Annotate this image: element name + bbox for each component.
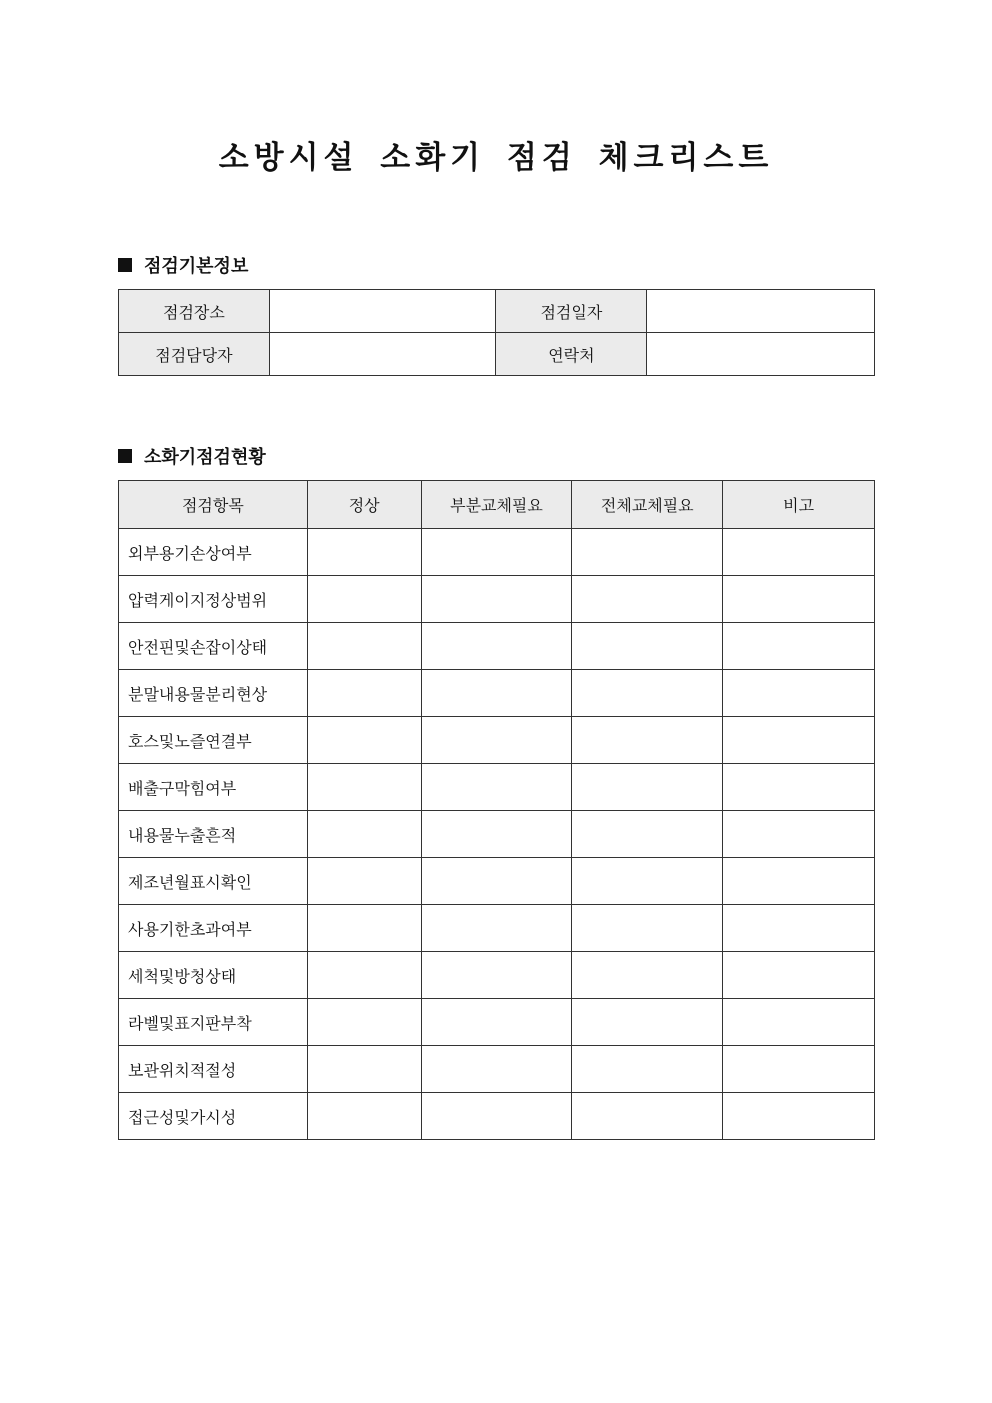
check-item-label: 제조년월표시확인 bbox=[119, 858, 308, 905]
check-item-label: 압력게이지정상범위 bbox=[119, 576, 308, 623]
normal-check-cell[interactable] bbox=[307, 717, 421, 764]
partial-replace-check-cell[interactable] bbox=[421, 905, 572, 952]
page-title: 소방시설 소화기 점검 체크리스트 bbox=[218, 140, 774, 176]
check-item-label: 보관위치적절성 bbox=[119, 1046, 308, 1093]
check-item-label: 라벨및표지판부착 bbox=[119, 999, 308, 1046]
full-replace-check-cell[interactable] bbox=[572, 1046, 723, 1093]
column-header: 비고 bbox=[723, 481, 875, 529]
partial-replace-check-cell[interactable] bbox=[421, 717, 572, 764]
check-item-label: 사용기한초과여부 bbox=[119, 905, 308, 952]
check-item-label: 내용물누출흔적 bbox=[119, 811, 308, 858]
column-header: 전체교체필요 bbox=[572, 481, 723, 529]
field-label: 점검담당자 bbox=[119, 333, 270, 376]
remarks-cell[interactable] bbox=[723, 1046, 875, 1093]
table-row bbox=[119, 1046, 875, 1093]
field-label: 연락처 bbox=[496, 333, 647, 376]
normal-check-cell[interactable] bbox=[307, 952, 421, 999]
section-heading-check-status bbox=[118, 443, 266, 469]
normal-check-cell[interactable] bbox=[307, 999, 421, 1046]
remarks-cell[interactable] bbox=[723, 764, 875, 811]
normal-check-cell[interactable] bbox=[307, 1046, 421, 1093]
table-row bbox=[119, 576, 875, 623]
inspector-field[interactable] bbox=[269, 333, 496, 376]
full-replace-check-cell[interactable] bbox=[572, 905, 723, 952]
full-replace-check-cell[interactable] bbox=[572, 999, 723, 1046]
check-item-label: 분말내용물분리현상 bbox=[119, 670, 308, 717]
normal-check-cell[interactable] bbox=[307, 764, 421, 811]
inspection-location-field[interactable] bbox=[269, 290, 496, 333]
normal-check-cell[interactable] bbox=[307, 529, 421, 576]
full-replace-check-cell[interactable] bbox=[572, 1093, 723, 1140]
table-row bbox=[119, 858, 875, 905]
check-item-label: 외부용기손상여부 bbox=[119, 529, 308, 576]
table-row bbox=[119, 290, 875, 333]
table-row bbox=[119, 764, 875, 811]
remarks-cell[interactable] bbox=[723, 999, 875, 1046]
table-row bbox=[119, 717, 875, 764]
normal-check-cell[interactable] bbox=[307, 576, 421, 623]
check-item-label: 호스및노즐연결부 bbox=[119, 717, 308, 764]
partial-replace-check-cell[interactable] bbox=[421, 952, 572, 999]
normal-check-cell[interactable] bbox=[307, 670, 421, 717]
partial-replace-check-cell[interactable] bbox=[421, 529, 572, 576]
table-row bbox=[119, 999, 875, 1046]
check-item-label: 안전핀및손잡이상태 bbox=[119, 623, 308, 670]
table-row bbox=[119, 623, 875, 670]
remarks-cell[interactable] bbox=[723, 952, 875, 999]
remarks-cell[interactable] bbox=[723, 670, 875, 717]
section-heading-label: 소화기점검현황 bbox=[144, 447, 266, 468]
partial-replace-check-cell[interactable] bbox=[421, 670, 572, 717]
table-row bbox=[119, 905, 875, 952]
column-header: 점검항목 bbox=[119, 481, 308, 529]
remarks-cell[interactable] bbox=[723, 905, 875, 952]
check-item-label: 배출구막힘여부 bbox=[119, 764, 308, 811]
inspection-date-field[interactable] bbox=[647, 290, 875, 333]
remarks-cell[interactable] bbox=[723, 1093, 875, 1140]
normal-check-cell[interactable] bbox=[307, 811, 421, 858]
square-bullet-icon bbox=[118, 258, 132, 272]
partial-replace-check-cell[interactable] bbox=[421, 999, 572, 1046]
remarks-cell[interactable] bbox=[723, 717, 875, 764]
check-item-label: 접근성및가시성 bbox=[119, 1093, 308, 1140]
table-row bbox=[119, 670, 875, 717]
column-header: 부분교체필요 bbox=[421, 481, 572, 529]
full-replace-check-cell[interactable] bbox=[572, 576, 723, 623]
table-row bbox=[119, 333, 875, 376]
partial-replace-check-cell[interactable] bbox=[421, 623, 572, 670]
full-replace-check-cell[interactable] bbox=[572, 952, 723, 999]
partial-replace-check-cell[interactable] bbox=[421, 811, 572, 858]
full-replace-check-cell[interactable] bbox=[572, 623, 723, 670]
remarks-cell[interactable] bbox=[723, 576, 875, 623]
partial-replace-check-cell[interactable] bbox=[421, 1046, 572, 1093]
normal-check-cell[interactable] bbox=[307, 623, 421, 670]
full-replace-check-cell[interactable] bbox=[572, 811, 723, 858]
checklist-body bbox=[119, 529, 875, 1140]
remarks-cell[interactable] bbox=[723, 529, 875, 576]
partial-replace-check-cell[interactable] bbox=[421, 1093, 572, 1140]
table-row bbox=[119, 529, 875, 576]
table-row bbox=[119, 952, 875, 999]
column-header: 정상 bbox=[307, 481, 421, 529]
field-label: 점검일자 bbox=[496, 290, 647, 333]
partial-replace-check-cell[interactable] bbox=[421, 576, 572, 623]
checklist-table bbox=[118, 480, 875, 1140]
full-replace-check-cell[interactable] bbox=[572, 717, 723, 764]
partial-replace-check-cell[interactable] bbox=[421, 858, 572, 905]
full-replace-check-cell[interactable] bbox=[572, 529, 723, 576]
full-replace-check-cell[interactable] bbox=[572, 858, 723, 905]
section-heading-basic-info bbox=[118, 252, 248, 278]
normal-check-cell[interactable] bbox=[307, 905, 421, 952]
normal-check-cell[interactable] bbox=[307, 858, 421, 905]
full-replace-check-cell[interactable] bbox=[572, 670, 723, 717]
table-row bbox=[119, 811, 875, 858]
remarks-cell[interactable] bbox=[723, 858, 875, 905]
full-replace-check-cell[interactable] bbox=[572, 764, 723, 811]
normal-check-cell[interactable] bbox=[307, 1093, 421, 1140]
table-header-row bbox=[119, 481, 875, 529]
remarks-cell[interactable] bbox=[723, 623, 875, 670]
field-label: 점검장소 bbox=[119, 290, 270, 333]
partial-replace-check-cell[interactable] bbox=[421, 764, 572, 811]
square-bullet-icon bbox=[118, 449, 132, 463]
table-row bbox=[119, 1093, 875, 1140]
remarks-cell[interactable] bbox=[723, 811, 875, 858]
contact-field[interactable] bbox=[647, 333, 875, 376]
section-heading-label: 점검기본정보 bbox=[144, 256, 249, 277]
check-item-label: 세척및방청상태 bbox=[119, 952, 308, 999]
basic-info-table bbox=[118, 289, 875, 376]
